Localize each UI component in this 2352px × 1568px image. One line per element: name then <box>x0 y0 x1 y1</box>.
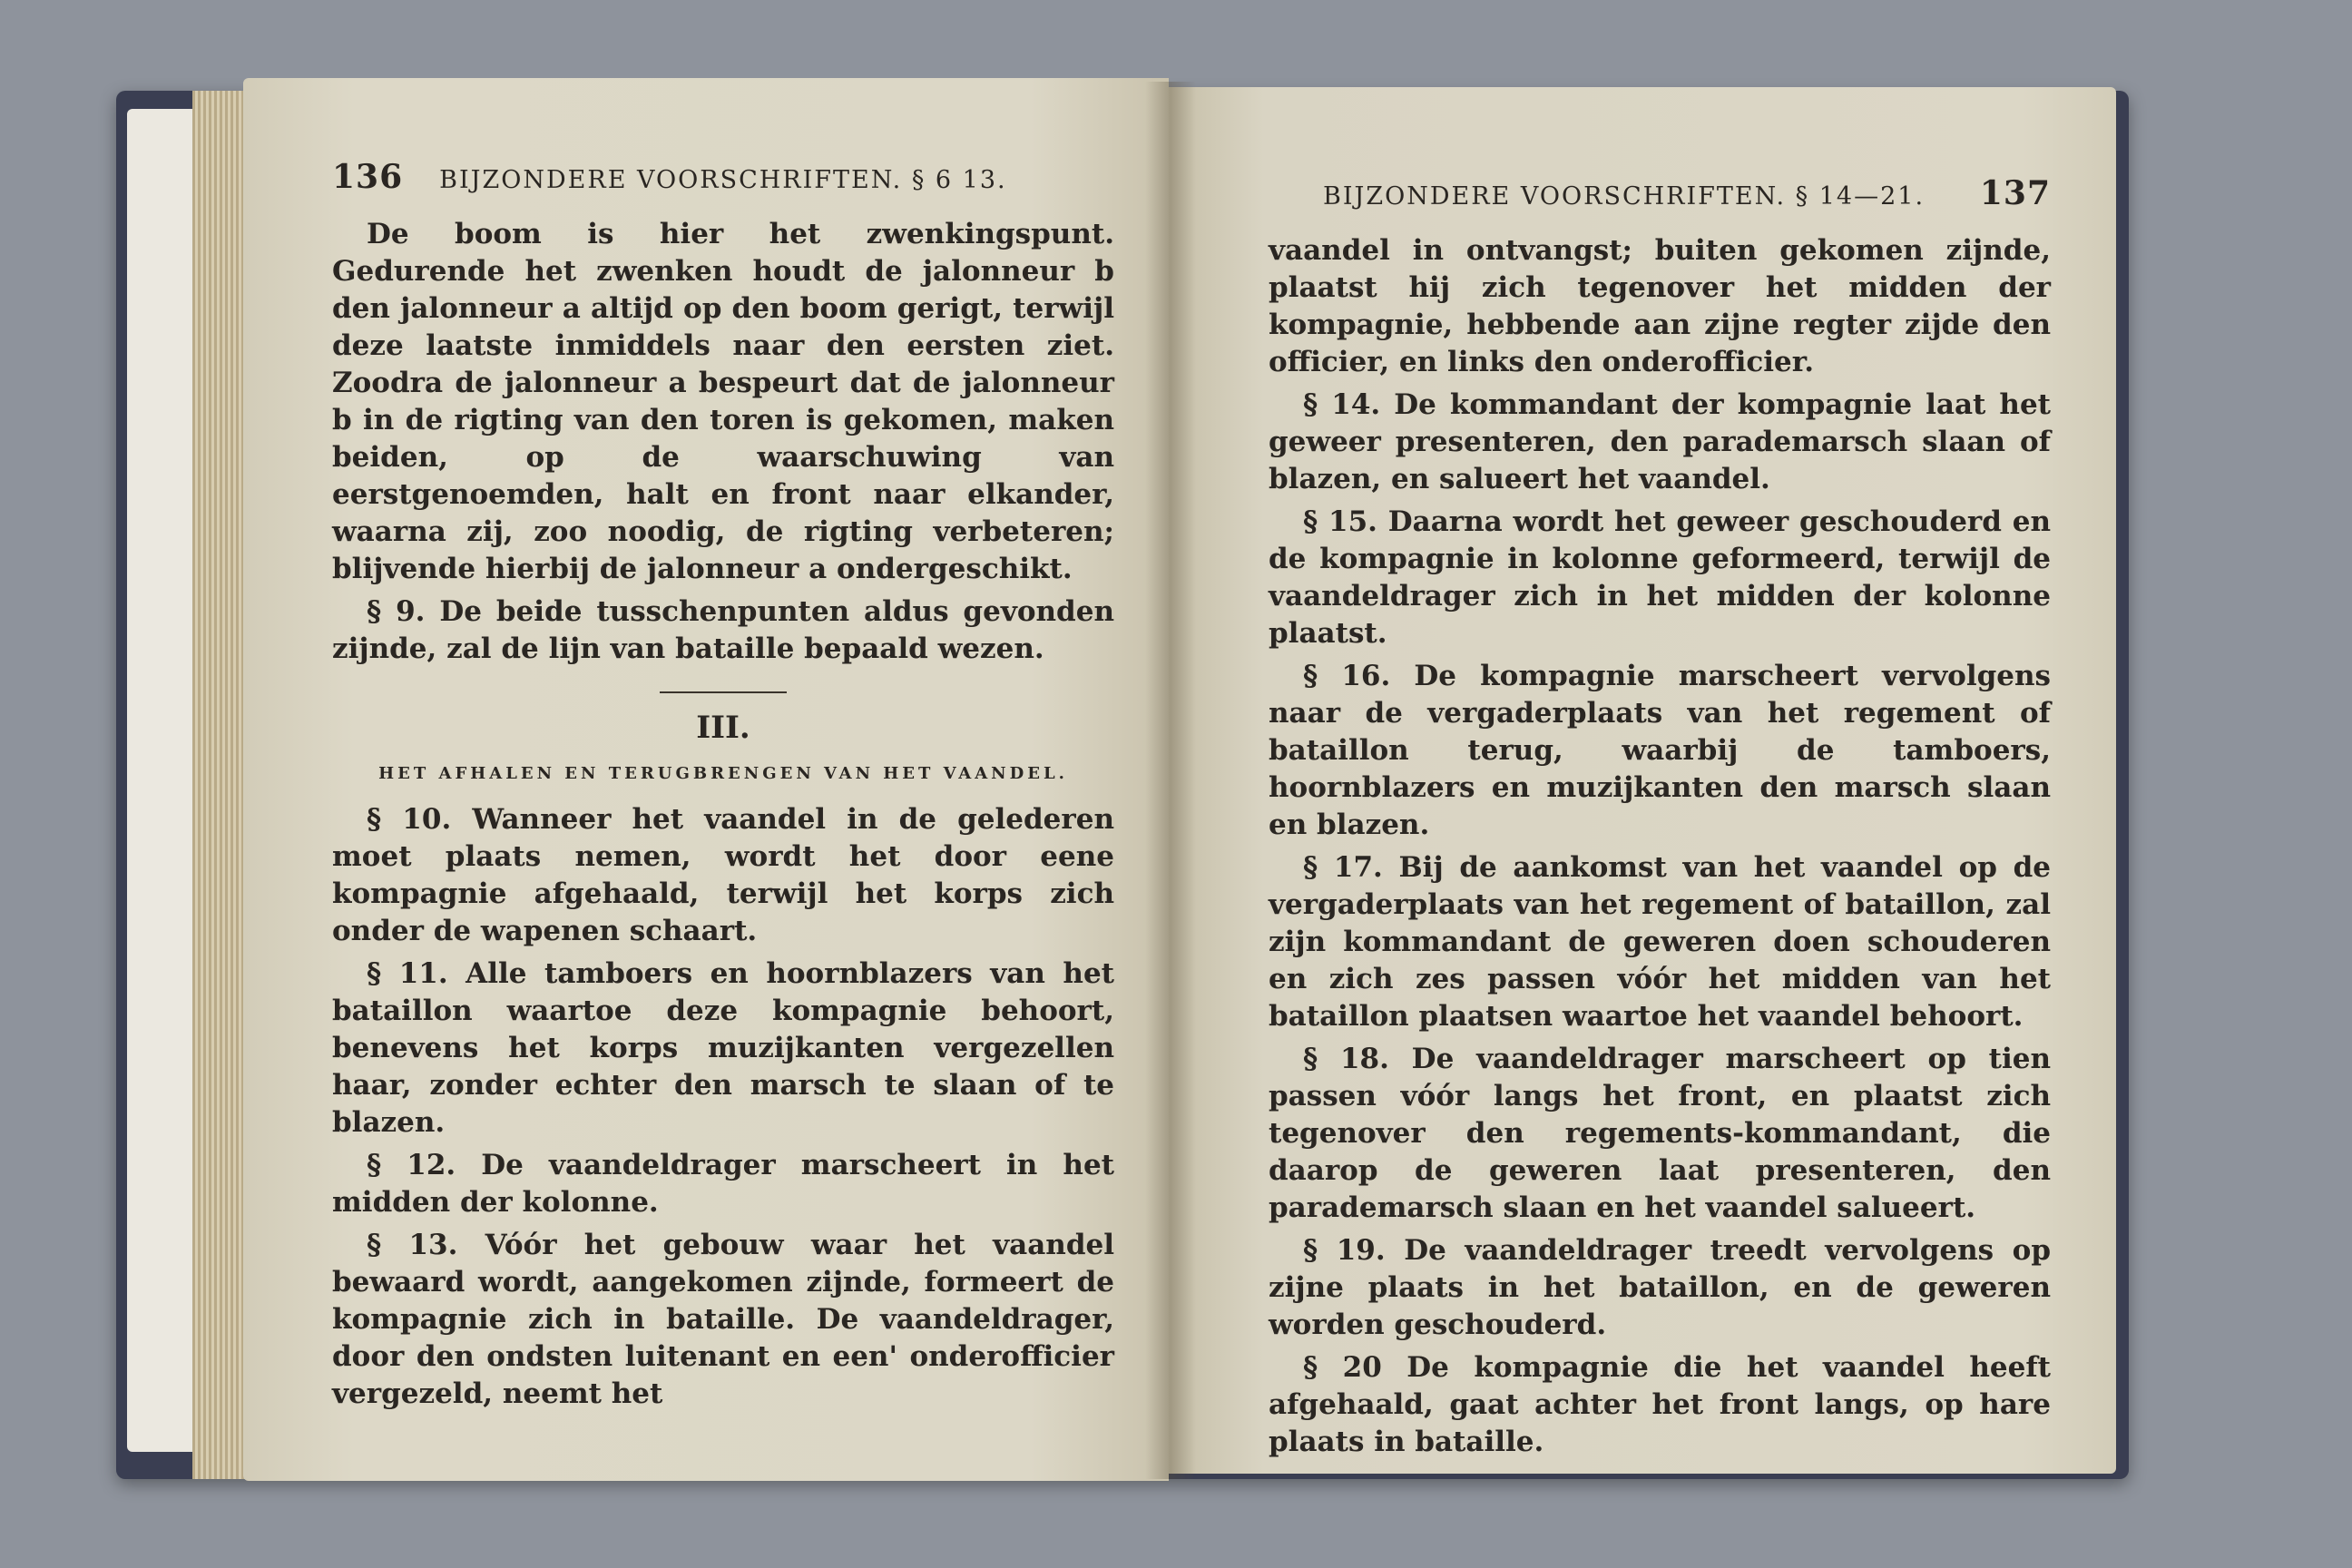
left-page-content <box>332 158 1114 1481</box>
right-page <box>1169 87 2116 1474</box>
right-page-header <box>1269 174 2051 212</box>
paragraph: § 12. De vaandeldrager marscheert in het midden der kolonne. <box>332 1149 1114 1219</box>
paragraph: § 11. Alle tamboers en hoornblazers van het bataillon waartoe deze kompagnie behoort, benevens het korps muzijkanten vergezellen haar, zonder echter den marsch te slaan of te blazen. <box>332 957 1114 1139</box>
paragraph: § 17. Bij de aankomst van het vaandel op de vergaderplaats van het regement of bataillon, zal zijn kommandant de geweren doen schouderen en zich zes passen vóór het midden van het bataillon plaatsen waartoe het vaandel behoort. <box>1269 851 2051 1033</box>
cover-inner-edge <box>127 109 201 1452</box>
paragraph: § 10. Wanneer het vaandel in de gelederen moet plaats nemen, wordt het door eene kompagnie afgehaald, terwijl het korps zich onder de wapenen schaart. <box>332 803 1114 947</box>
right-page-content <box>1269 174 2051 1474</box>
section-title: HET AFHALEN EN TERUGBRENGEN VAN HET VAANDEL. <box>378 764 1068 783</box>
page-number: 137 <box>1979 174 2051 212</box>
paragraph: § 15. Daarna wordt het geweer geschouderd en de kompagnie in kolonne geformeerd, terwijl de vaandeldrager zich in het midden der kolonne plaatst. <box>1269 505 2051 650</box>
book-gutter <box>1145 82 1196 1479</box>
running-head: BIJZONDERE VOORSCHRIFTEN. § 14—21. <box>1323 182 1926 211</box>
paragraph: § 13. Vóór het gebouw waar het vaandel bewaard wordt, aangekomen zijnde, formeert de kompagnie zich in bataille. De vaandeldrager, door den ondsten luitenant en een' onderofficier vergezeld, neemt het <box>332 1229 1114 1410</box>
section-number: III. <box>696 710 750 746</box>
paragraph: § 20 De kompagnie die het vaandel heeft afgehaald, gaat achter het front langs, op hare plaats in bataille. <box>1269 1351 2051 1458</box>
section-divider <box>660 691 787 693</box>
paragraph: § 18. De vaandeldrager marscheert op tien passen vóór langs het front, en plaatst zich tegenover den regements-kommandant, die daarop de geweren laat presenteren, den parademarsch slaan en het vaandel salueert. <box>1269 1043 2051 1224</box>
left-page <box>243 78 1169 1481</box>
paragraph: De boom is hier het zwenkingspunt. Gedurende het zwenken houdt de jalonneur b den jalonneur a altijd op den boom gerigt, terwijl deze laatste inmiddels naar den eersten ziet. Zoodra de jalonneur a bespeurt dat de jalonneur b in de rigting van den toren is gekomen, maken beiden, op de waarschuwing van eerstgenoemden, halt en front naar elkander, waarna zij, zoo noodig, de rigting verbeteren; blijvende hierbij de jalonneur a ondergeschikt. <box>332 218 1114 585</box>
paragraph: § 19. De vaandeldrager treedt vervolgens op zijne plaats in het bataillon, en de geweren worden geschouderd. <box>1269 1234 2051 1341</box>
paragraph: § 16. De kompagnie marscheert vervolgens naar de vergaderplaats van het regement of bataillon terug, waarbij de tamboers, hoornblazers en muzijkanten den marsch slaan en blazen. <box>1269 660 2051 841</box>
paragraph: vaandel in ontvangst; buiten gekomen zijnde, plaatst hij zich tegenover het midden der kompagnie, hebbende aan zijne regter zijde den officier, en links den onderofficier. <box>1269 234 2051 378</box>
left-page-header <box>332 158 1114 196</box>
running-head: BIJZONDERE VOORSCHRIFTEN. § 6 13. <box>439 166 1007 194</box>
paragraph: § 9. De beide tusschenpunten aldus gevonden zijnde, zal de lijn van bataille bepaald wezen. <box>332 595 1114 665</box>
paragraph: § 14. De kommandant der kompagnie laat het geweer presenteren, den parademarsch slaan of blazen, en salueert het vaandel. <box>1269 388 2051 495</box>
page-number: 136 <box>332 158 404 196</box>
